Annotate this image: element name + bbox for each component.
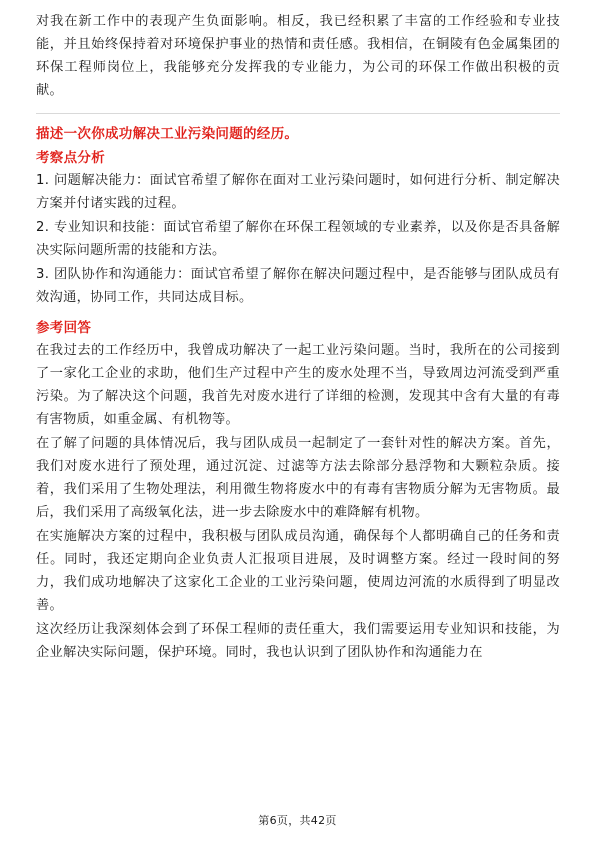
page-number: 第6页，共42页 [258, 814, 337, 827]
analysis-point: 3. 团队协作和沟通能力：面试官希望了解你在解决问题过程中，是否能够与团队成员有效沟通，协同工作，共同达成目标。 [36, 267, 560, 305]
answer-paragraph: 在我过去的工作经历中，我曾成功解决了一起工业污染问题。当时，我所在的公司接到了一家化工企业的求助，他们生产过程中产生的废水处理不当，导致周边河流受到严重污染。为了解决这个问题，我首先对废水进行了详细的检测，发现其中含有大量的有毒有害物质，如重金属、有机物等。 [36, 343, 560, 427]
answer-heading: 参考回答 [36, 320, 92, 336]
intro-paragraph: 对我在新工作中的表现产生负面影响。相反，我已经积累了丰富的工作经验和专业技能，并且始终保持着对环境保护事业的热情和责任感。我相信，在铜陵有色金属集团的环保工程师岗位上，我能够充分发挥我的专业能力，为公司的环保工作做出积极的贡献。 [36, 14, 560, 98]
answer-paragraph: 在了解了问题的具体情况后，我与团队成员一起制定了一套针对性的解决方案。首先，我们对废水进行了预处理，通过沉淀、过滤等方法去除部分悬浮物和大颗粒杂质。接着，我们采用了生物处理法，利用微生物将废水中的有毒有害物质分解为无害物质。最后，我们采用了高级氧化法，进一步去除废水中的难降解有机物。 [36, 436, 560, 520]
analysis-point: 1. 问题解决能力：面试官希望了解你在面对工业污染问题时，如何进行分析、制定解决方案并付诸实践的过程。 [36, 173, 560, 211]
answer-paragraph: 这次经历让我深刻体会到了环保工程师的责任重大，我们需要运用专业知识和技能，为企业解决实际问题，保护环境。同时，我也认识到了团队协作和沟通能力在 [36, 622, 560, 660]
section-divider [36, 113, 560, 114]
interview-question: 描述一次你成功解决工业污染问题的经历。 [36, 126, 299, 142]
answer-paragraph: 在实施解决方案的过程中，我积极与团队成员沟通，确保每个人都明确自己的任务和责任。同时，我还定期向企业负责人汇报项目进展，及时调整方案。经过一段时间的努力，我们成功地解决了这家化工企业的工业污染问题，使周边河流的水质得到了明显改善。 [36, 529, 560, 613]
analysis-heading: 考察点分析 [36, 150, 105, 166]
page-content [36, 10, 560, 665]
analysis-point: 2. 专业知识和技能：面试官希望了解你在环保工程领域的专业素养，以及你是否具备解决实际问题所需的技能和方法。 [36, 220, 560, 258]
